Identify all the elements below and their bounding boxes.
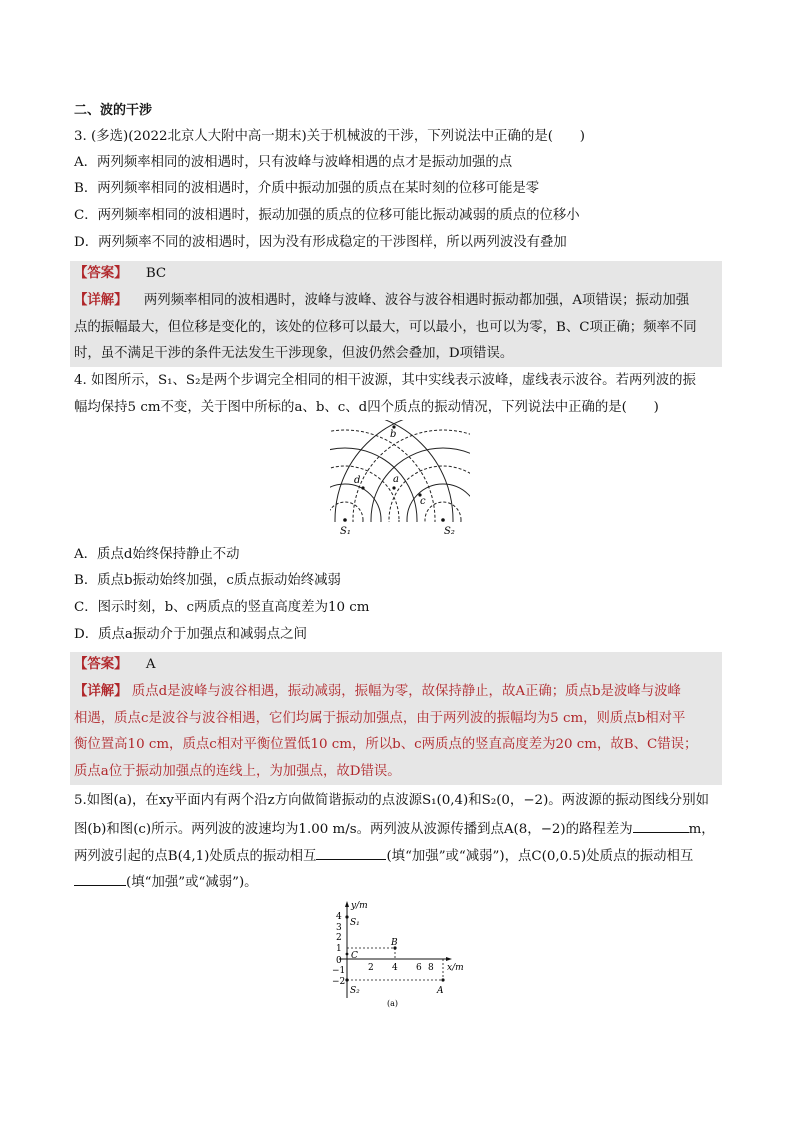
label-s1: S₁ [350,918,360,928]
q4-detail-line-2: 相遇，质点c是波谷与波谷相遇，它们均属于振动加强点，由于两列波的振幅均为5 cm，则质点b相对平 [74,711,686,726]
q3-option-a: A．两列频率相同的波相遇时，只有波峰与波峰相遇的点才是振动加强的点 [74,155,513,170]
label-b: B [391,938,398,948]
s1-crest-arc [330,484,381,540]
coordinate-figure-a [325,898,475,1008]
y-tick: 1 [336,944,342,954]
q3-option-b: B．两列频率相同的波相遇时，介质中振动加强的质点在某时刻的位移可能是零 [74,181,540,196]
point-d-dot [361,486,364,489]
interference-figure [330,420,470,540]
q4-option-a: A．质点d始终保持静止不动 [74,547,240,562]
q3-answer-box [70,261,722,367]
answer-blank-2[interactable] [316,845,386,860]
q5-line-2: 图(b)和图(c)所示。两列波的波速均为1.00 m/s。两列波从波源传播到点A(8，−2)的路程差为 m， [74,818,715,839]
x-axis-label: x/m [447,963,464,973]
q5-line-4: (填“加强”或“减弱”)。 [74,871,258,892]
q4-answer-line [74,656,156,674]
q4-answer-value: A [145,657,156,672]
q4-detail-line-1: 【详解】 质点d是波峰与波谷相遇，振动减弱，振幅为零，故保持静止，故A正确；质点b是波峰与波峰 [74,684,681,699]
q4-option-c: C．图示时刻，b、c两质点的竖直高度差为10 cm [74,600,370,615]
detail-label: 【详解】 [74,684,128,699]
q5-line-3: 两列波引起的点B(4,1)处质点的振动相互 (填“加强”或“减弱”)，点C(0,0.5)处质点的振动相互 [74,845,693,866]
figure-caption: (a) [387,999,399,1008]
y-tick: 2 [336,933,342,943]
label-s2: S₂ [444,526,455,537]
q4-stem-line-2: 幅均保持5 cm不变，关于图中所标的a、b、c、d四个质点的振动情况，下列说法中正确的是( ) [74,400,659,415]
q4-option-d: D．质点a振动介于加强点和减弱点之间 [74,627,307,642]
s1-point [345,915,348,918]
s2-trough-arc [389,466,470,540]
answer-label: 【答案】 [74,266,128,281]
s1-dot [343,518,347,522]
label-c: C [351,951,358,961]
q3-option-d: D．两列频率不同的波相遇时，因为没有形成稳定的干涉图样，所以两列波没有叠加 [74,235,567,250]
q4-detail-line-4: 质点a位于振动加强点的连线上，为加强点，故D错误。 [74,764,401,779]
s1-trough-arc [330,430,435,540]
point-a-dot [392,486,395,489]
q3-detail-line-3: 时，虽不满足干涉的条件无法发生干涉现象，但波仍然会叠加，D项错误。 [74,346,514,361]
q4-option-b: B．质点b振动始终加强，c质点振动始终减弱 [74,573,341,588]
label-a: A [437,986,444,996]
label-s2: S₂ [350,986,360,996]
x-tick: 4 [392,963,398,973]
q5-line-1: 5.如图(a)，在xy平面内有两个沿z方向做简谐振动的点波源S₁(0,4)和S₂(0，−2)。两波源的振动图线分别如 [74,793,709,808]
x-tick: 6 [416,963,422,973]
q3-answer-line [74,265,166,283]
answer-blank-3[interactable] [74,871,126,886]
y-tick: 4 [336,912,342,922]
y-axis-arrow [345,901,349,907]
y-tick: −1 [332,966,346,976]
detail-label: 【详解】 [74,293,128,308]
q3-detail-line-2: 点的振幅最大，但位移是变化的，该处的位移可以最大，可以最小，也可以为零，B、C项正确；频率不同 [74,320,697,335]
x-axis-arrow [446,957,452,961]
answer-label: 【答案】 [74,657,128,672]
q4-answer-box [70,652,722,785]
section-title: 二、波的干涉 [74,103,153,118]
y-axis-label: y/m [351,901,368,911]
answer-blank-1[interactable] [633,818,689,833]
label-s1: S₁ [340,526,351,537]
y-tick: −2 [332,977,346,987]
a-point [441,978,444,981]
y-tick: 0 [336,956,342,966]
label-a: a [393,474,399,485]
q3-option-c: C．两列频率相同的波相遇时，振动加强的质点的位移可能比振动减弱的质点的位移小 [74,208,580,223]
q3-detail-line-1: 【详解】 两列频率相同的波相遇时，波峰与波峰、波谷与波谷相遇时振动都加强，A项错误；振动加强 [74,293,690,308]
y-tick: 3 [336,923,342,933]
q4-stem-line-1: 4. 如图所示，S₁、S₂是两个步调完全相同的相干波源，其中实线表示波峰，虚线表示波谷。若两列波的振 [74,373,696,388]
x-tick: 8 [428,963,434,973]
c-point [346,953,349,956]
s2-dot [441,518,445,522]
x-tick: 2 [368,963,374,973]
label-c: c [420,496,426,507]
label-b: b [390,429,397,440]
q3-answer-value: BC [145,266,167,281]
q4-detail-line-3: 衡位置高10 cm，质点c相对平衡位置低10 cm，所以b、c两质点的竖直高度差为20 cm，故B、C错误； [74,737,698,752]
label-d: d [354,475,361,486]
q3-stem: 3. (多选)(2022北京人大附中高一期末)关于机械波的干涉，下列说法中正确的是( ) [74,129,585,144]
